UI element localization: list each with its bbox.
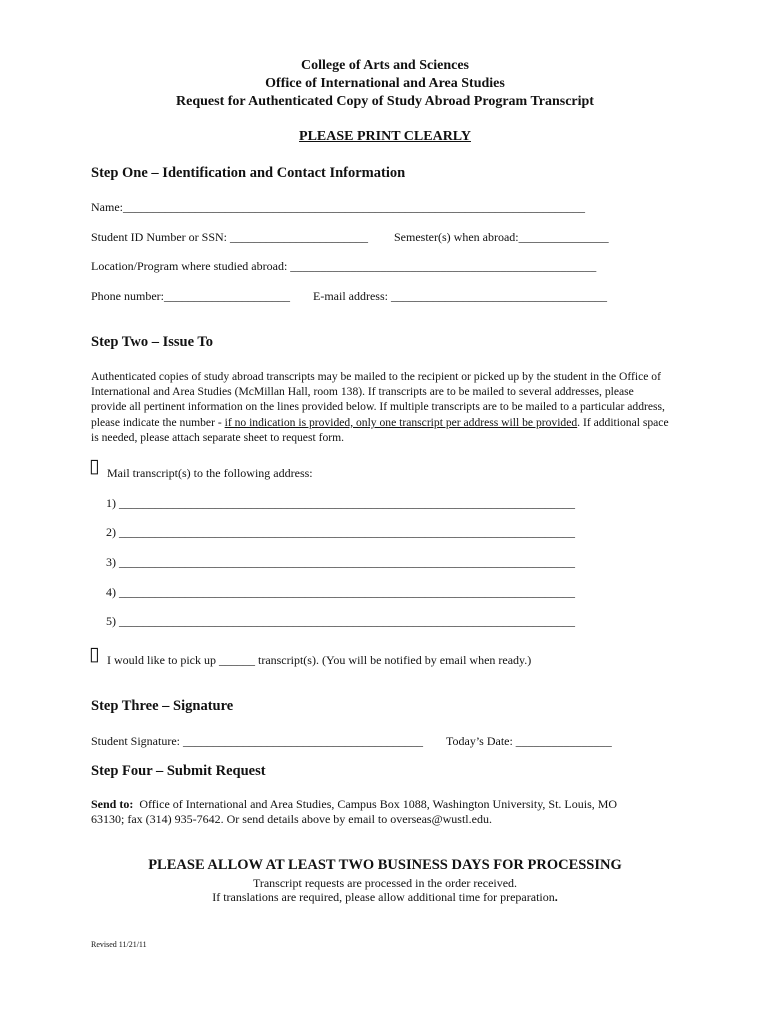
processing-notice: PLEASE ALLOW AT LEAST TWO BUSINESS DAYS FOR PROCESSING: [148, 857, 622, 873]
pickup-option-label[interactable]: I would like to pick up ______ transcript(s). (You will be notified by email when ready.): [107, 653, 532, 667]
send-to-address: Office of International and Area Studies, Campus Box 1088, Washington University, St. Louis, MO: [139, 797, 618, 811]
instructions-text-end: . If additional space is needed, please attach separate sheet to request form.: [91, 415, 669, 444]
address-line-5[interactable]: 5) ____________________________________________________________________________: [106, 614, 575, 628]
translation-period: .: [554, 890, 558, 904]
instructions-underlined: if no indication is provided, only one transcript per address will be provided: [224, 415, 578, 429]
date-field[interactable]: Today’s Date: ________________: [446, 734, 612, 748]
send-to-label: Send to:: [91, 797, 134, 811]
translation-text: If translations are required, please allow additional time for preparation: [212, 890, 555, 904]
student-id-field[interactable]: Student ID Number or SSN: _______________________: [91, 230, 368, 244]
instructions-text: Authenticated copies of study abroad transcripts may be mailed to the recipient or picked up by the student in the Office of International and Area Studies (McMillan Hall, room 138). If transcripts are to be mailed to several addresses, please provide all pertinent information on the lines provided below. If multiple transcripts are to be mailed to a particular address, please indicate the number -: [91, 370, 665, 429]
email-field[interactable]: E-mail address: ____________________________________: [313, 289, 607, 303]
semester-field[interactable]: Semester(s) when abroad:_______________: [394, 230, 609, 244]
send-to-line-1: [91, 797, 617, 812]
college-title: College of Arts and Sciences: [301, 58, 469, 73]
mail-checkbox[interactable]: ▯: [89, 456, 100, 477]
location-field[interactable]: Location/Program where studied abroad: ___________________________________________________: [91, 259, 597, 273]
form-title: Request for Authenticated Copy of Study Abroad Program Transcript: [176, 94, 594, 109]
send-to-line-2: 63130; fax (314) 935-7642. Or send details above by email to overseas@wustl.edu.: [91, 812, 492, 826]
step-three-heading: Step Three – Signature: [91, 698, 234, 714]
print-clearly-notice: PLEASE PRINT CLEARLY: [299, 129, 471, 144]
order-note: Transcript requests are processed in the order received.: [252, 876, 518, 890]
address-line-2[interactable]: 2) ____________________________________________________________________________: [106, 525, 575, 539]
step-four-heading: Step Four – Submit Request: [91, 763, 266, 779]
step-one-heading: Step One – Identification and Contact Information: [91, 165, 406, 181]
translation-note: [0, 890, 770, 905]
revision-date: Revised 11/21/11: [91, 940, 147, 949]
address-line-1[interactable]: 1) ____________________________________________________________________________: [106, 496, 575, 510]
address-line-3[interactable]: 3) ____________________________________________________________________________: [106, 555, 575, 569]
mail-option-label: Mail transcript(s) to the following address:: [107, 466, 313, 480]
address-line-4[interactable]: 4) ____________________________________________________________________________: [106, 585, 575, 599]
name-field[interactable]: Name:_____________________________________________________________________________: [91, 200, 585, 214]
issue-instructions: [91, 369, 671, 445]
signature-field[interactable]: Student Signature: ________________________________________: [91, 734, 423, 748]
step-two-heading: Step Two – Issue To: [91, 334, 213, 350]
pickup-checkbox[interactable]: ▯: [89, 644, 100, 665]
office-title: Office of International and Area Studies: [265, 76, 505, 91]
phone-field[interactable]: Phone number:_____________________: [91, 289, 290, 303]
